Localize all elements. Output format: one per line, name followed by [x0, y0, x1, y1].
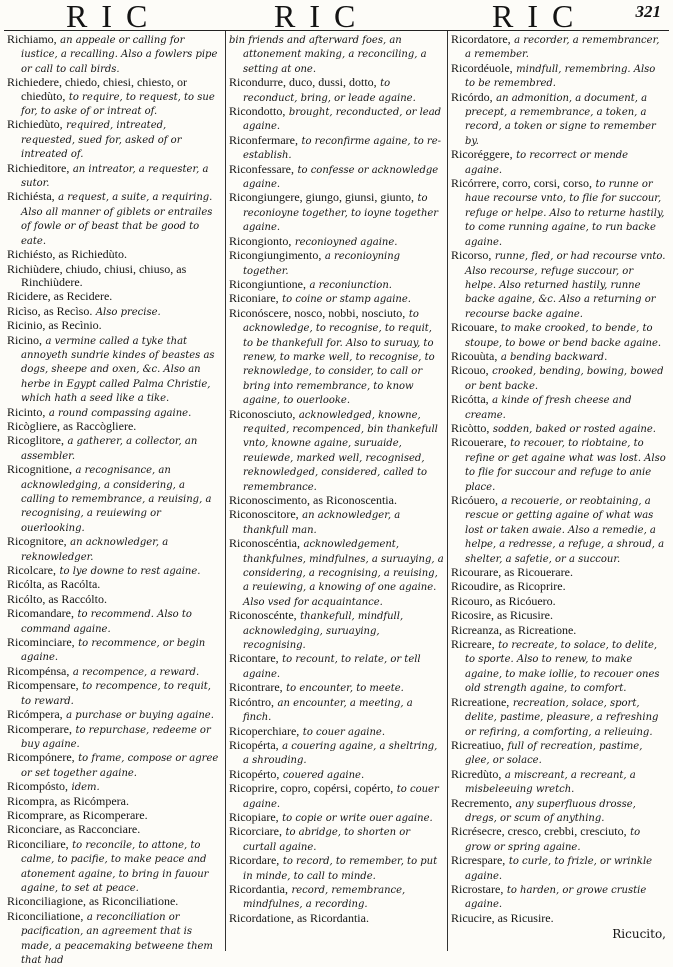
entry-definition: to copie or write ouer againe.: [282, 812, 433, 824]
entry-definition: a gatherer, a collector, an assembler.: [21, 436, 198, 462]
entry-definition: any superfluous drosse, dregs, or scum of anything.: [465, 798, 636, 824]
running-header: [4, 0, 669, 34]
entry-headword: Richiésta,: [7, 189, 55, 204]
entry-definition: a reconioyning together.: [243, 251, 401, 277]
dictionary-entry: [451, 62, 666, 91]
entry-definition: to require, to request, to sue for, to aske of or intreat of.: [21, 91, 215, 118]
entry-headword: Riconciliare,: [7, 836, 69, 851]
entry-headword: Ricondotto,: [229, 104, 286, 119]
entry-headword: Ricouro, as Ricóuero.: [451, 593, 556, 608]
entry-headword: Ricondurre, duco, dussi, dotto,: [229, 75, 377, 90]
page-number: 321: [635, 2, 661, 21]
dictionary-entry: [229, 696, 444, 725]
entry-headword: Ricucire, as Ricusire.: [451, 910, 554, 925]
entry-definition: to reconduct, bring, or leade againe.: [243, 78, 416, 104]
entry-headword: Riconóscere, nosco, nobbi, nosciuto,: [229, 305, 406, 320]
dictionary-entry: [451, 148, 666, 177]
dictionary-entry: [7, 665, 222, 679]
entry-definition: a round compassing againe.: [48, 407, 192, 419]
entry-definition: mindfull, remembring. Also to be remembred.: [465, 63, 656, 90]
entry-headword: Ricourare, as Ricouerare.: [451, 565, 573, 580]
dictionary-entry: [229, 782, 444, 811]
dictionary-entry: [451, 321, 666, 350]
dictionary-entry: [7, 76, 222, 118]
entry-definition: required, intreated, requested, sued for, asked of or intreated of.: [21, 120, 182, 161]
dictionary-entry: [7, 535, 222, 564]
entry-headword: Ricoudire, as Ricoprire.: [451, 579, 566, 594]
dictionary-entry: [7, 593, 222, 607]
entry-headword: Ricredùto,: [451, 766, 502, 781]
dictionary-entry: [7, 708, 222, 722]
entry-definition: a reconiunction.: [309, 279, 392, 291]
dictionary-entry: [7, 636, 222, 665]
dictionary-entry: [451, 580, 666, 594]
entry-definition: to couer againe.: [243, 784, 439, 810]
entry-definition: a kinde of fresh cheese and creame.: [465, 395, 632, 421]
dictionary-entry: [451, 883, 666, 912]
header-left-headword: RIC: [66, 0, 162, 34]
column-3: [447, 31, 669, 951]
dictionary-entry: [229, 739, 444, 768]
entry-headword: Ricongionto,: [229, 233, 292, 248]
entry-headword: Ricompónere,: [7, 750, 75, 765]
entry-definition: to couer againe.: [302, 726, 386, 738]
entry-definition: thankefull, mindfull, acknowledging, suruaying, recognising.: [243, 611, 404, 652]
entry-definition: to runne or haue recourse vnto, to flie for succour, refuge or helpe. Also to returne hastily, to come running againe, to run backe againe.: [465, 179, 665, 248]
dictionary-entry: [7, 809, 222, 823]
entry-headword: Riconoscimento, as Riconoscentia.: [229, 493, 397, 507]
entry-definition: to frame, compose or agree or set together againe.: [21, 753, 219, 779]
entry-headword: Ricominciare,: [7, 635, 75, 650]
dictionary-entry: [451, 33, 666, 62]
dictionary-entry: [451, 436, 666, 494]
entry-definition: an admonition, a document, a precept, a remembrance, a token, a record, a token or signe to remember by.: [465, 92, 656, 147]
entry-headword: Richiùdere, chiudo, chiusi, chiuso, as Rinchiùdere.: [7, 261, 187, 289]
entry-headword: Ricrespare,: [451, 853, 506, 868]
entry-definition: a purchase or buying againe.: [66, 710, 214, 722]
dictionary-entry: [451, 825, 666, 854]
entry-headword: Ricìso, as Recìso.: [7, 303, 93, 318]
dictionary-entry: [229, 408, 444, 494]
entry-headword: Ricólto, as Raccólto.: [7, 591, 107, 606]
entry-headword: Ricoperchiare,: [229, 723, 300, 738]
entry-headword: Ricinto,: [7, 404, 46, 419]
entry-definition: to acknowledge, to recognise, to requit, to be thankefull for. Also to suruay, to renew, to marke well, to recognise, to reknowledge, to consider, to call or bring into remembrance, to know againe, to ouerlooke.: [243, 308, 435, 407]
entry-definition: a bending backward.: [500, 351, 608, 363]
entry-headword: Riconciliagione, as Riconciliatione.: [7, 894, 179, 909]
dictionary-entry: [229, 235, 444, 249]
entry-definition: brought, reconducted, or lead againe.: [243, 107, 442, 133]
entry-definition: a recorder, a remembrancer, a remember.: [465, 35, 660, 61]
entry-headword: Richiésto, as Richiedùto.: [7, 247, 127, 262]
entry-definition: to recommend. Also to command againe.: [21, 609, 192, 635]
entry-definition: to harden, or growe crustie againe.: [465, 884, 647, 911]
entry-headword: Ricouùta,: [451, 348, 498, 363]
dictionary-entry: [229, 811, 444, 825]
entry-headword: Ricontare,: [229, 651, 279, 666]
dictionary-entry: [229, 249, 444, 278]
dictionary-entry: [7, 33, 222, 76]
dictionary-entry: [229, 652, 444, 681]
entry-headword: Richiedere, chiedo, chiesi, chiesto, or chiedùto,: [7, 75, 187, 103]
entry-definition: an intreator, a requester, a sutor.: [21, 163, 209, 190]
entry-definition: to recreate, to solace, to delite, to sporte. Also to renew, to make againe, to make iollie, to recouer ones old strength againe, to comfort.: [465, 640, 660, 695]
entry-definition: to recount, to relate, or tell againe.: [243, 654, 421, 680]
entry-headword: Ricomprare, as Ricomperare.: [7, 807, 148, 822]
dictionary-entry: [7, 578, 222, 592]
dictionary-entry: [229, 681, 444, 695]
dictionary-entry: [451, 595, 666, 609]
dictionary-entry: [451, 638, 666, 696]
entry-headword: Ricognitore,: [7, 534, 67, 549]
entry-headword: Riconfessare,: [229, 161, 294, 176]
entry-headword: Ricreatiuo,: [451, 737, 504, 752]
entry-headword: Ricorso,: [451, 248, 492, 263]
entry-definition: acknowledgement, thankfulnes, mindfulnes, a suruaying, a considering, a recognising, a reuising, a reuiewing, a knowing of one againe. Also vsed for acquaintance.: [243, 539, 444, 608]
dictionary-entry: [229, 191, 444, 234]
entry-definition: an encounter, a meeting, a finch.: [243, 697, 413, 724]
entry-definition: runne, fled, or had recourse vnto. Also recourse, refuge succour, or helpe. Also returned hastily, runne backe againe, &c. Also a returning or recourse backe againe.: [465, 251, 666, 320]
dictionary-entry: [451, 177, 666, 249]
dictionary-entry: [451, 494, 666, 566]
entry-headword: Riconiare,: [229, 291, 279, 306]
dictionary-entry: [229, 33, 444, 76]
dictionary-entry: [229, 292, 444, 306]
entry-definition: a recouerie, or reobtaining, a rescue or getting againe of what was lost or taken awaie. Also a remedie, a helpe, a redresse, a refuge, a shroud, a shelter, a safetie, or a succour.: [465, 496, 665, 565]
dictionary-entry: [7, 118, 222, 161]
dictionary-entry: [7, 334, 222, 406]
dictionary-entry: [451, 566, 666, 580]
entry-headword: Ricreare,: [451, 637, 495, 652]
dictionary-entry: [7, 910, 222, 967]
dictionary-entry: [7, 434, 222, 463]
dictionary-entry: [7, 248, 222, 262]
entry-headword: Recremento,: [451, 795, 512, 810]
entry-definition: to recompence, to requit, to reward.: [21, 681, 211, 707]
dictionary-entry: [229, 105, 444, 134]
entry-headword: Ricopérta,: [229, 737, 279, 752]
entry-definition: to confesse or acknowledge againe.: [243, 164, 439, 191]
entry-definition: to abridge, to shorten or curtall againe.: [243, 827, 411, 853]
dictionary-entry: [451, 364, 666, 393]
entry-definition: a couering againe, a sheltring, a shrouding.: [243, 740, 438, 767]
dictionary-entry: [229, 76, 444, 105]
dictionary-entry: [7, 795, 222, 809]
dictionary-entry: [451, 393, 666, 422]
entry-headword: Ricompra, as Ricómpera.: [7, 793, 129, 808]
column-1: [4, 31, 225, 966]
dictionary-entry: [7, 780, 222, 794]
dictionary-entry: [7, 823, 222, 837]
header-center-headword: RIC: [274, 0, 370, 34]
dictionary-entry: [229, 854, 444, 883]
dictionary-entry: [229, 912, 444, 926]
dictionary-entry: [7, 838, 222, 896]
entry-headword: Ricongiuntione,: [229, 276, 306, 291]
entry-definition: to recouer, to riobtaine, to refine or get againe what was lost. Also to flie for succour and refuge to anie place.: [465, 438, 666, 493]
dictionary-entry: [451, 854, 666, 883]
dictionary-entry: [229, 537, 444, 609]
entry-definition: an appeale or calling for iustice, a recalling. Also a fowlers pipe or call to call birds.: [21, 35, 218, 75]
entry-headword: Ricolcare,: [7, 563, 56, 578]
dictionary-entry: [451, 797, 666, 826]
entry-headword: Ricomperare,: [7, 721, 72, 736]
entry-headword: Ricògliere, as Raccògliere.: [7, 418, 137, 433]
entry-headword: Ricopiare,: [229, 809, 279, 824]
entry-headword: Ricouerare,: [451, 435, 507, 450]
dictionary-entry: [7, 420, 222, 434]
entry-headword: Riconoscénte,: [229, 608, 297, 623]
entry-headword: Ricinio, as Recìnio.: [7, 318, 102, 333]
entry-headword: Ricongiungimento,: [229, 248, 322, 263]
entry-headword: Ricòtto,: [451, 420, 490, 435]
entry-definition: crooked, bending, bowing, bowed or bent backe.: [465, 366, 664, 392]
entry-headword: Ricompósto,: [7, 779, 69, 794]
dictionary-entry: [7, 723, 222, 752]
dictionary-entry: [7, 305, 222, 319]
entry-headword: Ricouare,: [451, 320, 498, 335]
entry-definition: couered againe.: [282, 769, 365, 781]
catchword: Ricucito,: [612, 927, 666, 942]
entry-headword: Ricordatione, as Ricordantia.: [229, 910, 369, 925]
entry-headword: Riconciliatione,: [7, 908, 84, 923]
dictionary-entry: [451, 696, 666, 739]
entry-headword: Richiamo,: [7, 32, 57, 46]
entry-headword: Ricórdo,: [451, 89, 493, 104]
entry-definition: full of recreation, pastime, glee, or solace.: [465, 740, 643, 767]
entry-definition: to reconcile, to attone, to calme, to pacifie, to make peace and atonement againe, to bring in fauour againe, to set at peace.: [21, 839, 209, 894]
entry-definition: a recognisance, an acknowledging, a considering, a calling to remembrance, a reuising, a recognising, a reuiewing or ouerlooking.: [21, 465, 212, 534]
entry-headword: Ricórrere, corro, corsi, corso,: [451, 176, 592, 191]
entry-headword: Ricrésecre, cresco, crebbi, cresciuto,: [451, 824, 627, 839]
entry-headword: Ricordéuole,: [451, 60, 513, 75]
entry-definition: sodden, baked or rosted againe.: [492, 423, 656, 435]
entry-definition: to grow or spring againe.: [465, 827, 641, 853]
dictionary-entry: [229, 609, 444, 652]
dictionary-entry: [229, 163, 444, 192]
entry-definition: idem.: [71, 782, 100, 794]
entry-definition: bin friends and afterward foes, an attonement making, a reconciling, a setting at one.: [229, 35, 427, 75]
column-2: [225, 31, 447, 951]
header-right-headword: RIC: [492, 0, 588, 34]
entry-headword: Ricómpera,: [7, 707, 63, 722]
entry-definition: a vermine called a tyke that annoyeth sundrie kindes of beastes as dogs, sheepe and oxen, &c. Also an herbe in Egypt called Palma Christie, which hath a seed like a tike.: [21, 335, 215, 405]
entry-headword: Ricorciare,: [229, 824, 282, 839]
dictionary-entry: [7, 463, 222, 535]
entry-headword: Ricoprire, copro, copérsi, copérto,: [229, 781, 394, 796]
entry-definition: to reconioyne together, to ioyne together againe.: [243, 193, 439, 234]
entry-definition: to record, to remember, to put in minde, to call to minde.: [243, 856, 438, 882]
entry-headword: Ricontrare,: [229, 680, 283, 695]
entry-headword: Ricopérto,: [229, 766, 280, 781]
entry-definition: to make crooked, to bende, to stoupe, to bowe or bend backe againe.: [465, 323, 662, 349]
dictionary-entry: [451, 912, 666, 926]
entry-headword: Ricóntro,: [229, 694, 274, 709]
entry-headword: Ricoglitore,: [7, 433, 64, 448]
dictionary-entry: [7, 751, 222, 780]
entry-headword: Richieditore,: [7, 160, 70, 175]
entry-columns: [4, 31, 669, 966]
entry-definition: to recorrect or mende againe.: [465, 150, 629, 176]
entry-definition: an acknowledger, a reknowledger.: [21, 537, 169, 563]
entry-headword: Riconosciuto,: [229, 406, 296, 421]
entry-headword: Ricongiungere, giungo, giunsi, giunto,: [229, 190, 414, 205]
entry-headword: Riconfermare,: [229, 132, 298, 147]
entry-headword: Ricouo,: [451, 363, 489, 378]
dictionary-entry: [229, 825, 444, 854]
dictionary-entry: [7, 319, 222, 333]
entry-headword: Ricóuero,: [451, 493, 498, 507]
entry-definition: reconioyned againe.: [294, 236, 398, 248]
dictionary-entry: [451, 249, 666, 321]
entry-headword: Riconciare, as Racconciare.: [7, 822, 141, 837]
dictionary-entry: [7, 290, 222, 304]
dictionary-entry: [229, 768, 444, 782]
entry-headword: Ricordare,: [229, 853, 280, 868]
entry-headword: Ricomandare,: [7, 606, 74, 621]
dictionary-entry: [7, 607, 222, 636]
entry-headword: Ricoréggere,: [451, 147, 513, 162]
dictionary-entry: [229, 307, 444, 408]
entry-definition: to recommence, or begin againe.: [21, 638, 206, 664]
entry-definition: to lye downe to rest againe.: [59, 566, 201, 578]
entry-headword: Riconoscéntia,: [229, 536, 300, 551]
dictionary-entry: [451, 609, 666, 623]
entry-headword: Ricreanza, as Ricreatione.: [451, 622, 577, 637]
entry-definition: an acknowledger, a thankfull man.: [243, 510, 401, 536]
dictionary-entry: [229, 278, 444, 292]
dictionary-entry: [7, 406, 222, 420]
entry-headword: Ricordatore,: [451, 32, 511, 46]
entry-definition: Also precise.: [95, 306, 161, 318]
entry-headword: Ricólta, as Racólta.: [7, 577, 101, 592]
dictionary-entry: [451, 350, 666, 364]
dictionary-entry: [7, 162, 222, 191]
entry-definition: a request, a suite, a requiring. Also all manner of giblets or entrailes of fowle or of beast that be good to eate.: [21, 192, 213, 247]
entry-headword: Richiedùto,: [7, 117, 63, 132]
entry-headword: Ricidere, as Recidere.: [7, 289, 113, 304]
entry-headword: Ricino,: [7, 332, 42, 347]
entry-headword: Ricótta,: [451, 392, 489, 407]
entry-headword: Ricreatione,: [451, 694, 510, 709]
entry-definition: a miscreant, a recreant, a misbeleeuing wretch.: [465, 769, 636, 796]
entry-definition: to repurchase, redeeme or buy againe.: [21, 724, 211, 750]
dictionary-entry: [229, 508, 444, 537]
dictionary-entry: [451, 739, 666, 768]
entry-definition: a recompence, a reward.: [72, 666, 200, 678]
entry-definition: to encounter, to meete.: [286, 683, 404, 695]
entry-headword: Ricrostare,: [451, 881, 504, 896]
entry-headword: Ricognitione,: [7, 462, 72, 477]
entry-definition: to curle, to frizle, or wrinkle againe.: [465, 856, 653, 882]
dictionary-entry: [229, 883, 444, 912]
entry-headword: Ricompensare,: [7, 678, 79, 693]
entry-definition: to reconfirme againe, to re-establish.: [243, 135, 442, 162]
dictionary-entry: [7, 190, 222, 248]
dictionary-entry: [451, 768, 666, 797]
entry-definition: record, remembrance, mindfulnes, a recording.: [243, 884, 406, 911]
dictionary-entry: [451, 624, 666, 638]
dictionary-entry: [7, 895, 222, 909]
entry-definition: a reconciliation or pacification, an agreement that is made, a peacemaking betweene them that had: [21, 911, 213, 966]
entry-headword: Ricosire, as Ricusire.: [451, 608, 553, 623]
dictionary-entry: [229, 494, 444, 508]
dictionary-entry: [7, 679, 222, 708]
dictionary-entry: [7, 564, 222, 578]
entry-definition: recreation, solace, sport, delite, pastime, pleasure, a refreshing or refiring, a comforting, a relieuing.: [465, 697, 659, 738]
dictionary-entry: [7, 263, 222, 291]
entry-headword: Ricompénsa,: [7, 663, 70, 678]
dictionary-entry: [229, 134, 444, 163]
dictionary-entry: [451, 91, 666, 149]
dictionary-entry: [451, 422, 666, 436]
entry-headword: Ricordantia,: [229, 881, 288, 896]
dictionary-entry: [229, 725, 444, 739]
entry-definition: acknowledged, knowne, requited, recompenced, bin thankefull vnto, knowne againe, suruaide, reuiewde, marked well, recognised, reknowledged, considered, called to remembrance.: [243, 409, 438, 493]
entry-definition: to coine or stamp againe.: [282, 294, 411, 306]
entry-headword: Riconoscitore,: [229, 507, 299, 522]
